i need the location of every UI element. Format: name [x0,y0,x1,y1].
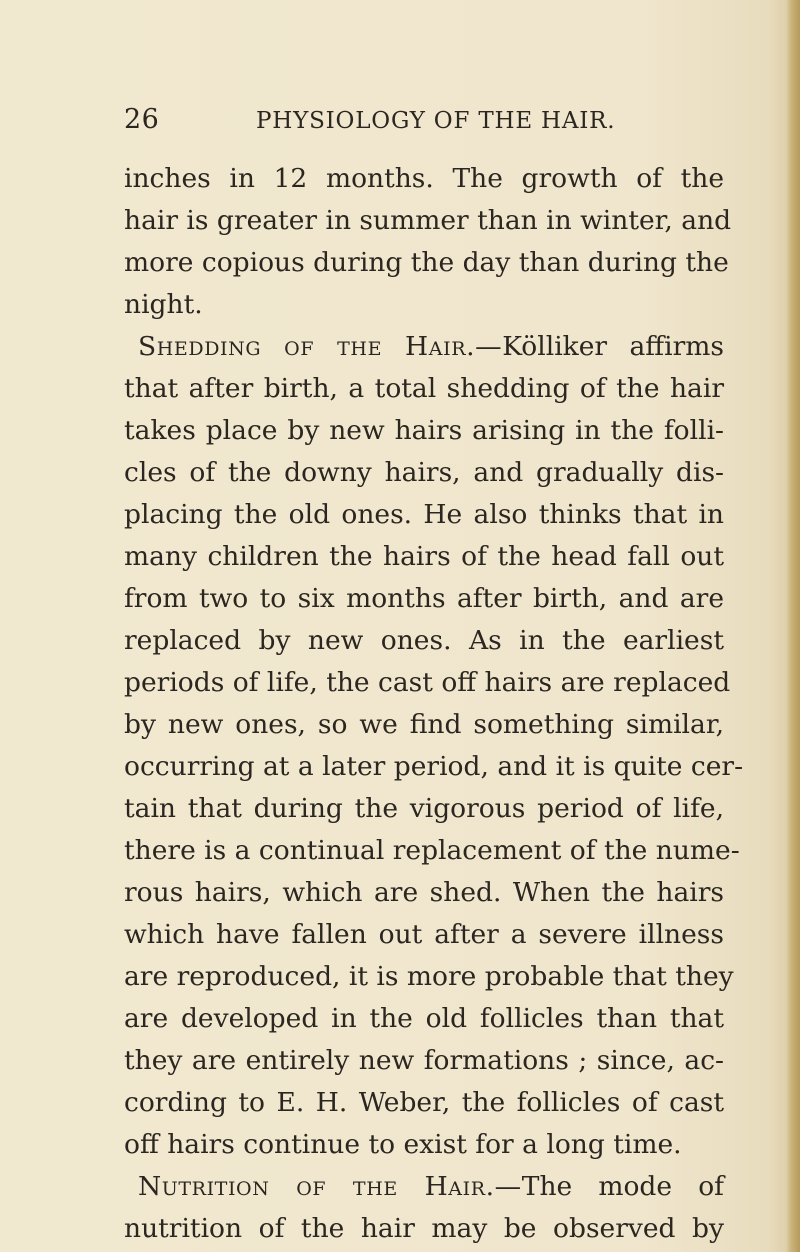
section-heading-line [124,326,724,368]
text-line: more copious during the day than during the [124,247,729,278]
text-line: by new ones, so we find something similar, [124,709,724,740]
text-line: are reproduced, it is more probable that they [124,961,734,992]
text-line: many children the hairs of the head fall out [124,541,724,572]
text-line: periods of life, the cast off hairs are replaced [124,667,731,698]
text-line: hair is greater in summer than in winter, and [124,205,732,236]
text-line: which have fallen out after a severe illness [124,919,724,950]
page-edge-shadow [786,0,800,1252]
text-line: tain that during the vigorous period of life, [124,793,724,824]
section-heading-line [124,1166,724,1208]
text-line: night. [124,289,203,320]
text-line: from two to six months after birth, and are [124,583,724,614]
body-text [124,158,744,1250]
text-line: there is a continual replacement of the nume- [124,835,740,866]
text-line: Kölliker affirms [502,331,724,362]
text-line: takes place by new hairs arising in the folli- [124,415,724,446]
running-title: PHYSIOLOGY OF THE HAIR. [256,108,616,134]
text-line: are developed in the old follicles than that [124,1003,724,1034]
section-heading-nutrition: Nutrition of the Hair.— [138,1171,522,1202]
text-line: that after birth, a total shedding of the hair [124,373,724,404]
text-line: occurring at a later period, and it is quite cer- [124,751,744,782]
text-line: off hairs continue to exist for a long time. [124,1129,682,1160]
section-heading-shedding: Shedding of the Hair.— [138,331,503,362]
page-number: 26 [124,104,160,135]
text-line: cording to E. H. Weber, the follicles of cast [124,1087,724,1118]
text-line: nutrition of the hair may be observed by [124,1213,724,1244]
text-line: The mode of [521,1171,724,1202]
text-line: cles of the downy hairs, and gradually dis- [124,457,724,488]
running-head [124,104,704,144]
text-line: rous hairs, which are shed. When the hairs [124,877,724,908]
text-line: placing the old ones. He also thinks that in [124,499,724,530]
text-line: inches in 12 months. The growth of the [124,163,724,194]
text-line: they are entirely new formations ; since, ac- [124,1045,724,1076]
text-line: replaced by new ones. As in the earliest [124,625,724,656]
